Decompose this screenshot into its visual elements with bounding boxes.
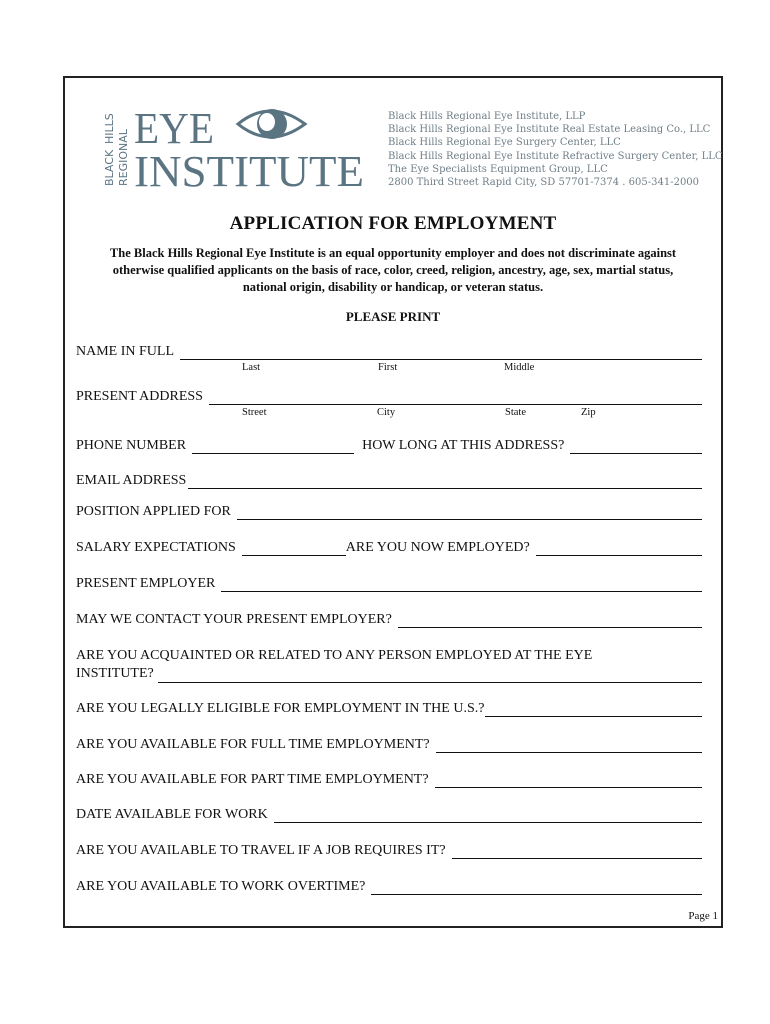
logo-side-text-regional: REGIONAL [117,129,130,186]
page-title: APPLICATION FOR EMPLOYMENT [229,213,557,234]
page-number: Page 1 [688,910,718,922]
company-line: Black Hills Regional Eye Institute Refractive Surgery Center, LLC [388,150,723,162]
logo-word-eye: EYE [134,104,214,153]
travel-field[interactable] [452,845,702,859]
name-row [76,344,702,360]
full-time-label: ARE YOU AVAILABLE FOR FULL TIME EMPLOYMENT? [76,737,430,752]
full-time-field[interactable] [436,739,702,753]
overtime-field[interactable] [371,881,702,895]
full-time-row [76,737,702,753]
position-field[interactable] [237,506,702,520]
part-time-row [76,772,702,788]
travel-row [76,843,702,859]
street-sublabel: Street [242,407,267,418]
position-row [76,504,702,520]
name-field[interactable] [180,346,702,360]
related-label-line1: ARE YOU ACQUAINTED OR RELATED TO ANY PERSON EMPLOYED AT THE EYE [76,648,593,663]
eye-institute-logo [100,100,370,190]
travel-label: ARE YOU AVAILABLE TO TRAVEL IF A JOB REQUIRES IT? [76,843,446,858]
date-available-label: DATE AVAILABLE FOR WORK [76,807,268,822]
email-row [76,473,702,489]
part-time-label: ARE YOU AVAILABLE FOR PART TIME EMPLOYMENT? [76,772,429,787]
position-label: POSITION APPLIED FOR [76,504,231,519]
related-row [76,647,702,683]
employer-field[interactable] [221,578,702,592]
city-sublabel: City [377,407,396,418]
eligible-field[interactable] [485,703,702,717]
state-sublabel: State [505,407,526,418]
address-field[interactable] [209,391,702,405]
middle-sublabel: Middle [504,362,535,373]
employer-label: PRESENT EMPLOYER [76,576,216,591]
please-print-label: PLEASE PRINT [345,309,441,324]
logo-word-institute: INSTITUTE [134,147,364,190]
address-row [76,389,702,405]
logo-side-text-black: BLACK [103,149,116,186]
date-available-field[interactable] [274,809,702,823]
overtime-row [76,879,702,895]
eligible-label: ARE YOU LEGALLY ELIGIBLE FOR EMPLOYMENT IN THE U.S.? [76,701,485,716]
date-available-row [76,807,702,823]
name-label: NAME IN FULL [76,344,174,359]
logo-side-text-hills: HILLS [103,113,116,144]
first-sublabel: First [378,362,398,373]
phone-label: PHONE NUMBER [76,438,187,453]
how-long-field[interactable] [570,440,702,454]
address-sublabels [0,407,770,421]
employer-row [76,576,702,592]
phone-row [76,438,702,454]
eeo-statement: The Black Hills Regional Eye Institute is an equal opportunity employer and does not discriminate against otherwise qualified applicants on the basis of race, color, creed, religion, ancestry, age, sex, martial status, national origin, disability or handicap, or veteran status. [109,246,677,294]
company-line: Black Hills Regional Eye Institute Real Estate Leasing Co., LLC [388,124,711,136]
company-line: The Eye Specialists Equipment Group, LLC [388,163,608,175]
address-label: PRESENT ADDRESS [76,389,203,404]
email-label: EMAIL ADDRESS [76,473,187,488]
company-line: Black Hills Regional Eye Surgery Center, LLC [388,137,621,149]
salary-label: SALARY EXPECTATIONS [76,540,236,555]
now-employed-label: ARE YOU NOW EMPLOYED? [345,540,530,555]
phone-field[interactable] [192,440,354,454]
company-line: Black Hills Regional Eye Institute, LLP [388,111,586,122]
contact-field[interactable] [398,614,702,628]
zip-sublabel: Zip [581,407,596,418]
eye-icon [238,109,305,139]
now-employed-field[interactable] [536,542,702,556]
email-field[interactable] [188,475,702,489]
contact-row [76,612,702,628]
last-sublabel: Last [242,362,261,373]
name-sublabels [0,362,770,376]
part-time-field[interactable] [435,774,702,788]
salary-row [76,540,702,556]
company-lines [388,110,723,189]
company-address: 2800 Third Street Rapid City, SD 57701-7374 . 605-341-2000 [388,177,700,189]
page-frame [63,76,723,928]
contact-label: MAY WE CONTACT YOUR PRESENT EMPLOYER? [76,612,392,627]
overtime-label: ARE YOU AVAILABLE TO WORK OVERTIME? [76,879,366,894]
related-field[interactable] [158,669,702,683]
how-long-label: HOW LONG AT THIS ADDRESS? [362,438,565,453]
eligible-row [76,701,702,717]
salary-field[interactable] [242,542,346,556]
related-label-line2: INSTITUTE? [76,666,154,681]
